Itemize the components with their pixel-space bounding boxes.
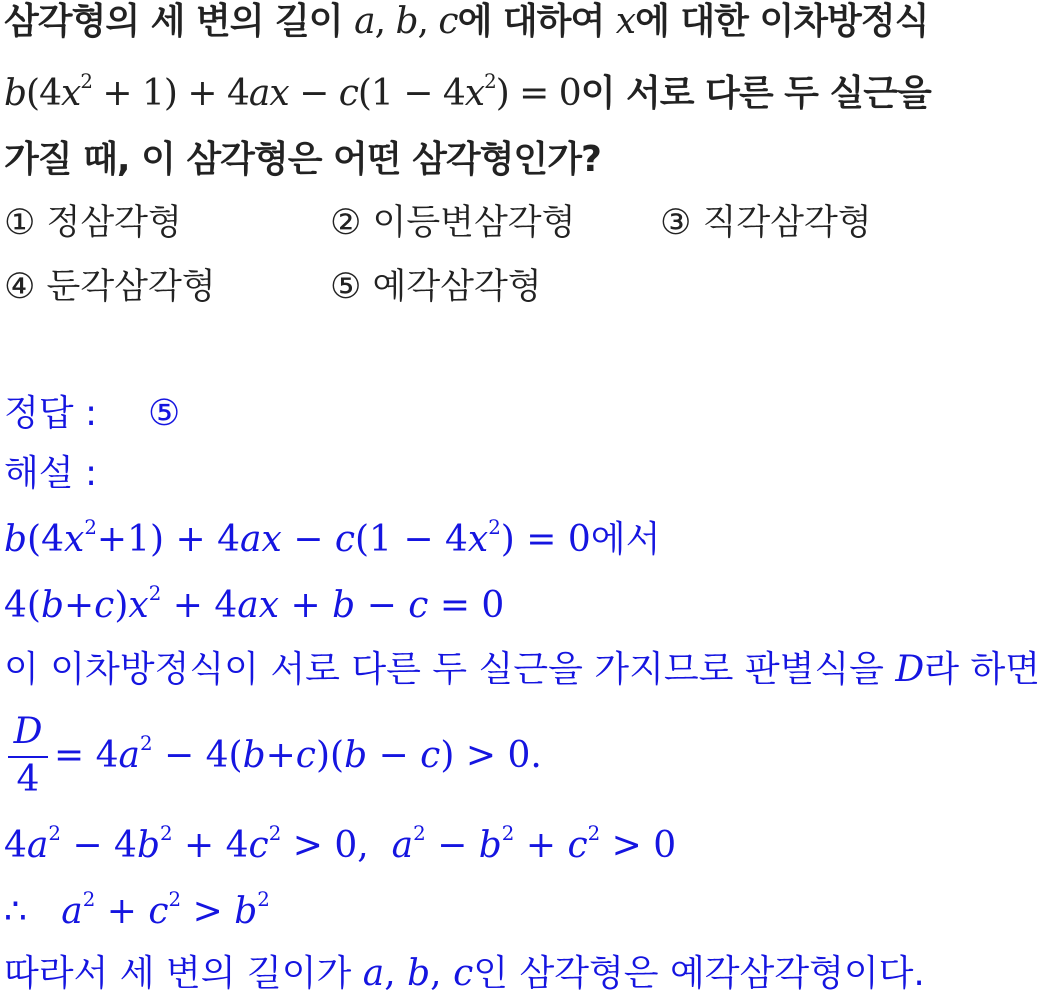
choice-2[interactable]: [330, 203, 576, 243]
solution-step-5: [4, 822, 677, 866]
equation: = $4a^2 - 4(b+c)(b - c) > 0$.: [54, 732, 542, 776]
choice-5[interactable]: [330, 267, 542, 307]
question-text: 에 대하여: [457, 1, 616, 42]
solution-conclusion: 따라서 세 변의 길이가 a, b, c인 삼각형은 예각삼각형이다.: [4, 953, 925, 994]
choice-4[interactable]: [4, 267, 216, 307]
var-x: x: [615, 1, 636, 42]
choice-3[interactable]: [660, 203, 872, 243]
equation: $b(4x^2+1) + 4ax - c(1 - 4x^2) = 0$: [4, 516, 591, 560]
solution-step-2: [4, 582, 505, 626]
var-D: D: [895, 649, 925, 690]
solution-text: 따라서 세 변의 길이가: [4, 953, 363, 994]
choice-number: ②: [330, 203, 362, 243]
var-b: b: [407, 953, 431, 994]
equation: $4a^2 - 4b^2 + 4c^2 > 0$, $a^2 - b^2 + c^2 > 0$: [4, 822, 677, 866]
solution-step-6: [4, 888, 270, 932]
var-c: c: [453, 953, 474, 994]
solution-text: 에서: [590, 519, 661, 560]
fraction-numerator: D: [13, 711, 43, 752]
solution-step-3: [4, 649, 1040, 690]
question-text: 삼각형의 세 변의 길이: [4, 1, 355, 42]
var-b: b: [395, 1, 418, 42]
question-line-3: 가질 때, 이 삼각형은 어떤 삼각형인가?: [4, 139, 601, 180]
question-text: 이 서로 다른 두 실근을: [580, 73, 931, 114]
question-equation-line: [4, 70, 931, 114]
solution-text: 라 하면: [924, 649, 1040, 690]
choice-1[interactable]: [4, 203, 182, 243]
choice-label: 이등변삼각형: [372, 203, 576, 243]
question-text: 에 대한 이차방정식: [635, 1, 929, 42]
solution-label: 해설 :: [4, 453, 98, 494]
var-a: a: [354, 1, 375, 42]
equation: ∴ $a^2 + c^2 > b^2$: [4, 888, 270, 932]
question-line-1: 삼각형의 세 변의 길이 a, b, c에 대하여 x에 대한 이차방정식: [4, 1, 929, 42]
choice-label: 예각삼각형: [372, 267, 542, 307]
choice-number: ④: [4, 267, 36, 307]
fraction-denominator: 4: [16, 759, 40, 800]
choice-label: 둔각삼각형: [46, 267, 216, 307]
fraction-bar: [8, 756, 48, 758]
var-a: a: [362, 953, 385, 994]
solution-step-4: [54, 732, 542, 776]
choice-number: ⑤: [330, 267, 362, 307]
equation: $b(4x^2 + 1) + 4ax - c(1 - 4x^2) = 0$: [4, 70, 581, 114]
solution-text: 이 이차방정식이 서로 다른 두 실근을 가지므로 판별식을: [4, 649, 896, 690]
answer-value: ⑤: [148, 393, 181, 434]
solution-text: 인 삼각형은 예각삼각형이다.: [473, 953, 925, 994]
choice-label: 직각삼각형: [702, 203, 872, 243]
choice-number: ③: [660, 203, 692, 243]
equation: $4(b+c)x^2 + 4ax + b - c = 0$: [4, 582, 505, 626]
answer-label: 정답 :: [4, 393, 98, 434]
choice-number: ①: [4, 203, 36, 243]
answer-line: [4, 393, 181, 434]
solution-step-1: [4, 516, 661, 560]
var-c: c: [438, 1, 458, 42]
choice-label: 정삼각형: [46, 203, 182, 243]
